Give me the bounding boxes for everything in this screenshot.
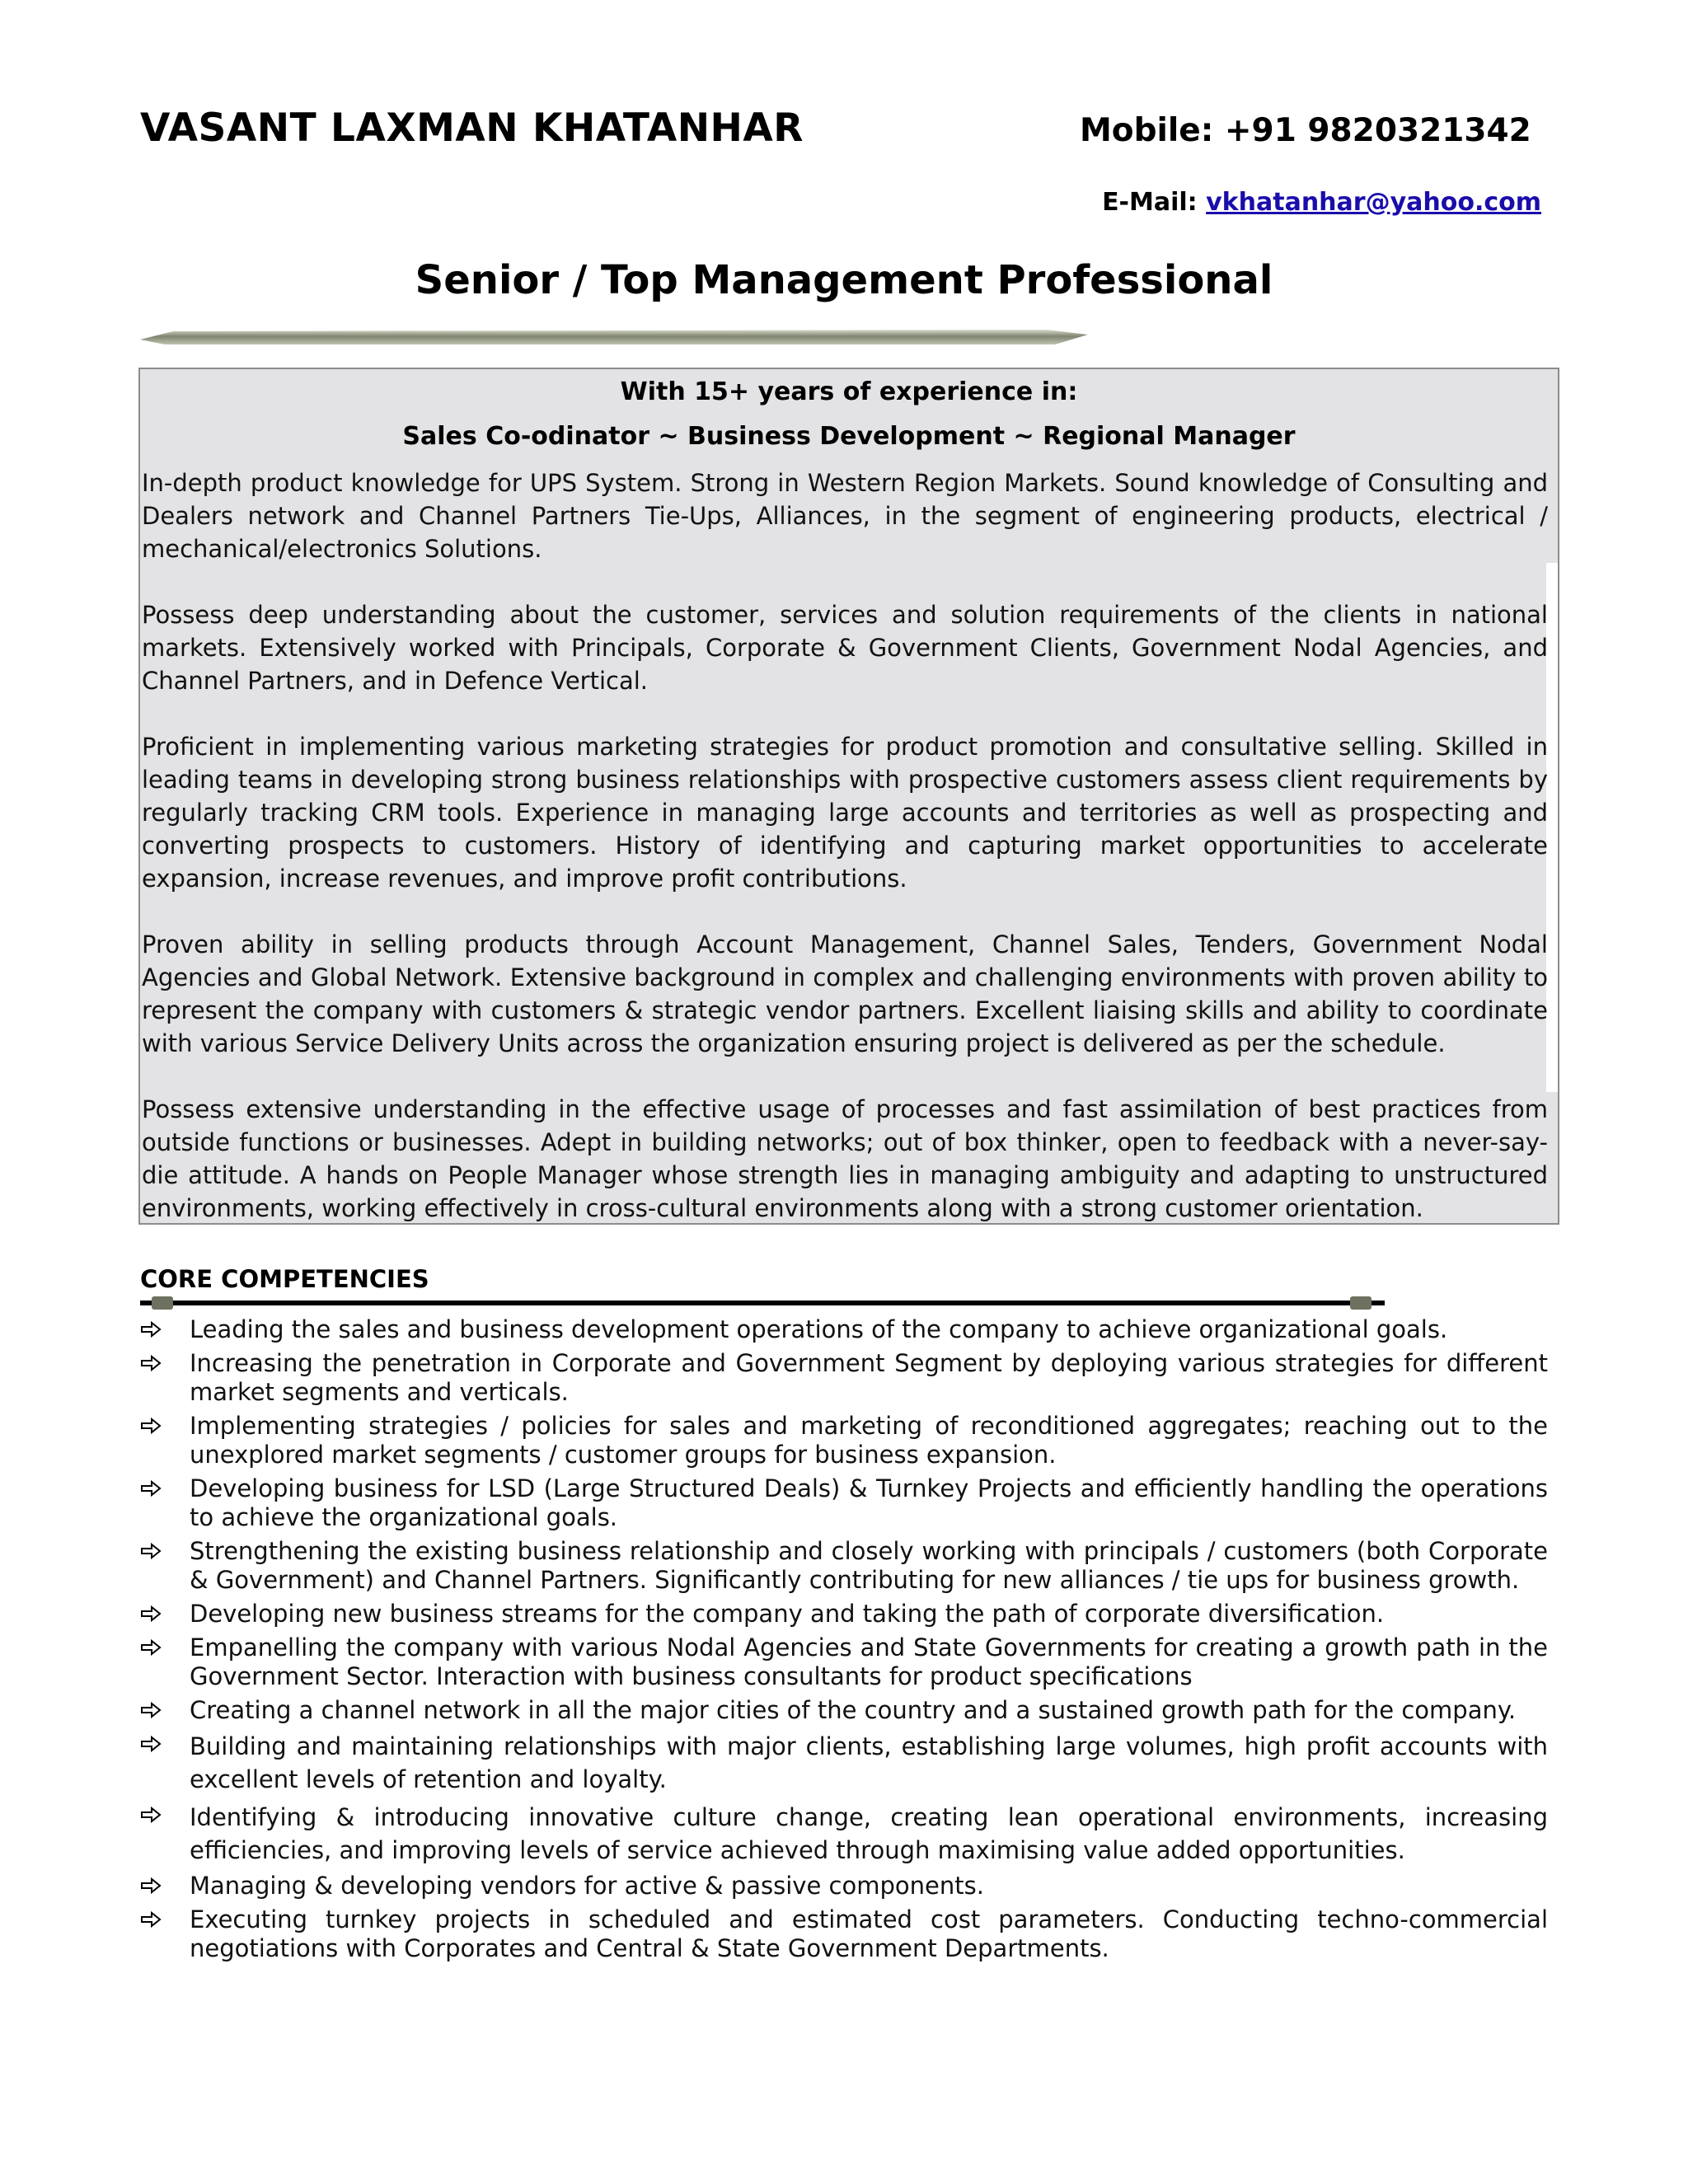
list-item xyxy=(140,1537,1548,1595)
list-item xyxy=(140,1349,1548,1407)
arrow-bullet-icon xyxy=(140,1877,162,1895)
email-link[interactable]: vkhatanhar@yahoo.com xyxy=(1206,188,1541,217)
headline: Senior / Top Management Professional xyxy=(415,257,1273,303)
arrow-bullet-icon xyxy=(140,1605,162,1623)
arrow-bullet-icon xyxy=(140,1735,162,1753)
summary-paragraph: Proficient in implementing various marketing strategies for product promotion and consultative selling. Skilled in leading teams in developing strong business relationships with prospective customers assess client requirements by regularly tracking CRM tools. Experience in managing large accounts and territories as well as prospecting and converting prospects to customers. History of identifying and capturing market opportunities to accelerate expansion, increase revenues, and improve profit contributions. xyxy=(142,733,1548,893)
summary-paragraph: Proven ability in selling products through Account Management, Channel Sales, Tenders, Government Nodal Agencies and Global Network. Extensive background in complex and challenging environments with proven ability to represent the company with customers & strategic vendor partners. Excellent liaising skills and ability to coordinate with various Service Delivery Units across the organization ensuring project is delivered as per the schedule. xyxy=(142,930,1548,1057)
list-item xyxy=(140,1905,1548,1963)
summary-paragraph: Possess deep understanding about the customer, services and solution requirements of the clients in national markets. Extensively worked with Principals, Corporate & Government Clients, Government Nodal Agencies, and Channel Partners, and in Defence Vertical. xyxy=(142,601,1548,695)
summary-box xyxy=(138,368,1559,1225)
list-item-text: Developing new business streams for the company and taking the path of corporate diversification. xyxy=(190,1600,1385,1628)
list-item-text: Identifying & introducing innovative culture change, creating lean operational environments, increasing efficiencies, and improving levels of service achieved through maximising value added opportunities. xyxy=(190,1803,1548,1864)
mobile-number: Mobile: +91 9820321342 xyxy=(1080,112,1531,149)
list-item xyxy=(140,1730,1548,1796)
arrow-bullet-icon xyxy=(140,1542,162,1560)
list-item xyxy=(140,1633,1548,1691)
decorative-brush-rule xyxy=(140,328,1088,346)
section-rule xyxy=(140,1296,1385,1310)
list-item-text: Strengthening the existing business relationship and closely working with principals / customers (both Corporate & Government) and Channel Partners. Significantly contributing for new alliances / tie ups for business growth. xyxy=(190,1537,1548,1594)
list-item-text: Increasing the penetration in Corporate and Government Segment by deploying various strategies for different market segments and verticals. xyxy=(190,1349,1548,1406)
section-title: CORE COMPETENCIES xyxy=(140,1265,429,1293)
list-item-text: Implementing strategies / policies for sales and marketing of reconditioned aggregates; reaching out to the unexplored market segments / customer groups for business expansion. xyxy=(190,1412,1548,1469)
list-item-text: Executing turnkey projects in scheduled and estimated cost parameters. Conducting techno-commercial negotiations with Corporates and Central & State Government Departments. xyxy=(190,1905,1548,1962)
list-item xyxy=(140,1696,1548,1725)
summary-paragraph: Possess extensive understanding in the effective usage of processes and fast assimilation of best practices from outside functions or businesses. Adept in building networks; out of box thinker, open to feedback with a never-say-die attitude. A hands on People Manager whose strength lies in managing ambiguity and adapting to unstructured environments, working effectively in cross-cultural environments along with a strong customer orientation. xyxy=(142,1095,1548,1222)
box-edge-band xyxy=(1546,563,1558,1092)
list-item-text: Leading the sales and business development operations of the company to achieve organizational goals. xyxy=(190,1315,1448,1343)
summary-heading: With 15+ years of experience in: xyxy=(620,377,1078,406)
summary-roles: Sales Co-odinator ~ Business Development ~ Regional Manager xyxy=(402,422,1296,451)
list-item xyxy=(140,1412,1548,1469)
list-item xyxy=(140,1474,1548,1532)
email-label: E-Mail: xyxy=(1102,188,1198,217)
email-line xyxy=(1102,188,1541,217)
arrow-bullet-icon xyxy=(140,1638,162,1657)
arrow-bullet-icon xyxy=(140,1910,162,1929)
list-item xyxy=(140,1315,1548,1344)
list-item xyxy=(140,1872,1548,1900)
arrow-bullet-icon xyxy=(140,1320,162,1338)
arrow-bullet-icon xyxy=(140,1417,162,1435)
competency-list xyxy=(140,1315,1548,1968)
candidate-name: VASANT LAXMAN KHATANHAR xyxy=(140,105,804,151)
arrow-bullet-icon xyxy=(140,1806,162,1824)
list-item xyxy=(140,1600,1548,1629)
list-item-text: Creating a channel network in all the major cities of the country and a sustained growth path for the company. xyxy=(190,1696,1517,1724)
summary-paragraph: In-depth product knowledge for UPS System. Strong in Western Region Markets. Sound knowledge of Consulting and Dealers network and Channel Partners Tie-Ups, Alliances, in the segment of engineering products, electrical / mechanical/electronics Solutions. xyxy=(142,469,1548,563)
list-item xyxy=(140,1801,1548,1867)
list-item-text: Developing business for LSD (Large Structured Deals) & Turnkey Projects and efficiently handling the operations to achieve the organizational goals. xyxy=(190,1474,1548,1531)
arrow-bullet-icon xyxy=(140,1354,162,1372)
arrow-bullet-icon xyxy=(140,1479,162,1497)
list-item-text: Managing & developing vendors for active & passive components. xyxy=(190,1872,984,1900)
arrow-bullet-icon xyxy=(140,1701,162,1719)
list-item-text: Building and maintaining relationships with major clients, establishing large volumes, high profit accounts with excellent levels of retention and loyalty. xyxy=(190,1732,1548,1793)
list-item-text: Empanelling the company with various Nodal Agencies and State Governments for creating a growth path in the Government Sector. Interaction with business consultants for product specifications xyxy=(190,1633,1548,1690)
